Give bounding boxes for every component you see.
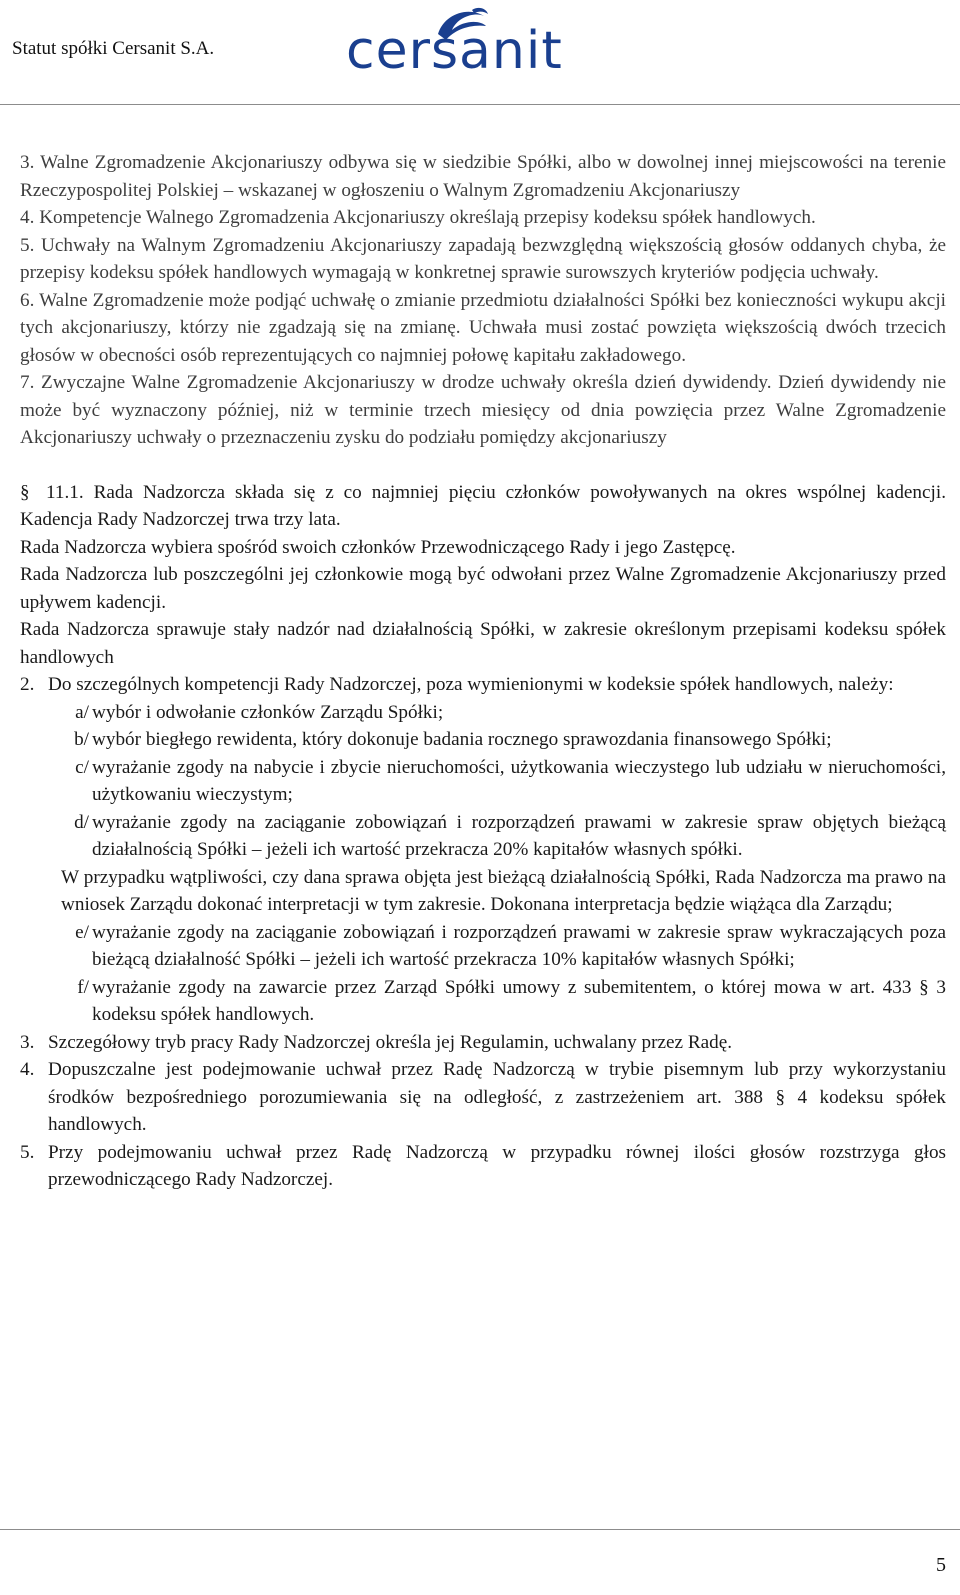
sub-item-b <box>61 726 946 754</box>
document-body <box>20 149 946 1194</box>
paragraph-3: 3. Walne Zgromadzenie Akcjonariuszy odbywa się w siedzibie Spółki, albo w dowolnej innej miejscowości na terenie Rzeczypospolitej Polskiej – wskazanej w ogłoszeniu o Walnym Zgromadzeniu Akcjonariuszy <box>20 152 946 201</box>
item-text: Do szczególnych kompetencji Rady Nadzorczej, poza wymienionymi w kodeksie spółek handlowych, należy: <box>48 674 894 695</box>
page-header <box>0 0 960 108</box>
section-11-paragraph-4: Rada Nadzorcza sprawuje stały nadzór nad działalnością Spółki, w zakresie określonym przepisami kodeksu spółek handlowych <box>20 619 946 668</box>
item-text: Dopuszczalne jest podejmowanie uchwał przez Radę Nadzorczą w trybie pisemnym lub przy wykorzystaniu środków bezpośredniego porozumiewania się na odległość, z zastrzeżeniem art. 388 § 4 kodeksu spółek handlowych. <box>48 1059 946 1135</box>
spacer <box>20 452 946 479</box>
section-sign: § <box>20 481 30 503</box>
sub-item-letter: e/ <box>75 921 89 943</box>
sub-item-e <box>61 919 946 974</box>
footer-divider <box>0 1529 960 1530</box>
sub-item-text: wyrażanie zgody na zaciąganie zobowiązań i rozporządzeń prawami w zakresie spraw objętych bieżącą działalnością Spółki – jeżeli ich wartość przekracza 20% kapitałów własnych spółki. <box>92 811 946 860</box>
sub-item-letter: a/ <box>75 701 89 723</box>
item-number: 5. <box>20 1141 35 1163</box>
sub-item-f <box>61 974 946 1029</box>
section-11-paragraph-3: Rada Nadzorcza lub poszczególni jej członkowie mogą być odwołani przez Walne Zgromadzenie Akcjonariuszy przed upływem kadencji. <box>20 564 946 613</box>
section-11-item-2 <box>20 671 946 699</box>
document-title: Statut spółki Cersanit S.A. <box>12 38 215 59</box>
sub-item-text: wyrażanie zgody na nabycie i zbycie nieruchomości, użytkowania wieczystego lub udziału w nieruchomości, użytkowaniu wieczystym; <box>92 756 946 805</box>
item-number: 3. <box>20 1031 35 1053</box>
svg-text:cersanit: cersanit <box>346 21 563 76</box>
sub-item-text: wyrażanie zgody na zaciąganie zobowiązań i rozporządzeń prawami w zakresie spraw wykraczających poza bieżącą działalność Spółki – jeżeli ich wartość przekracza 10% kapitałów własnych Spółki; <box>92 921 946 970</box>
sub-item-letter: d/ <box>74 811 89 833</box>
paragraph-4: 4. Kompetencje Walnego Zgromadzenia Akcjonariuszy określają przepisy kodeksu spółek handlowych. <box>20 207 816 228</box>
page-number: 5 <box>936 1554 946 1576</box>
section-11-item-5 <box>20 1139 946 1194</box>
section-11-paragraph-2: Rada Nadzorcza wybiera spośród swoich członków Przewodniczącego Rady i jego Zastępcę. <box>20 536 736 558</box>
paragraph-7: 7. Zwyczajne Walne Zgromadzenie Akcjonariuszy w drodze uchwały określa dzień dywidendy. Dzień dywidendy nie może być wyznaczony później, niż w terminie trzech miesięcy od dnia powzięcia przez Walne Zgromadzenie Akcjonariuszy uchwały o przeznaczeniu zysku do podziału pomiędzy akcjonariuszy <box>20 372 946 448</box>
sub-item-text: wybór biegłego rewidenta, który dokonuje badania rocznego sprawozdania finansowego Spółki; <box>92 729 832 750</box>
section-11-paragraph-1 <box>20 479 946 534</box>
interpretation-note: W przypadku wątpliwości, czy dana sprawa objęta jest bieżącą działalnością Spółki, Rada Nadzorcza ma prawo na wniosek Zarządu dokonać interpretacji w tym zakresie. Dokonana interpretacja będzie wiążąca dla Zarządu; <box>61 866 946 915</box>
item-text: Szczegółowy tryb pracy Rady Nadzorczej określa jej Regulamin, uchwalany przez Radę. <box>48 1031 733 1053</box>
cersanit-logo <box>346 4 586 76</box>
section-11-item-3 <box>20 1029 946 1057</box>
sub-item-d <box>61 809 946 864</box>
paragraph-5: 5. Uchwały na Walnym Zgromadzeniu Akcjonariuszy zapadają bezwzględną większością głosów oddanych chyba, że przepisy kodeksu spółek handlowych wymagają w konkretnej sprawie surowszych kryteriów podjęcia uchwały. <box>20 234 946 283</box>
paragraph-6: 6. Walne Zgromadzenie może podjąć uchwałę o zmianie przedmiotu działalności Spółki bez konieczności wykupu akcji tych akcjonariuszy, którzy nie zgadzają się na zmianę. Uchwała musi zostać powzięta większością dwóch trzecich głosów w obecności osób reprezentujących co najmniej połowę kapitału zakładowego. <box>20 289 946 366</box>
header-divider <box>0 104 960 105</box>
sub-item-c <box>61 754 946 809</box>
item-number: 4. <box>20 1059 35 1080</box>
section-11-text: 11.1. Rada Nadzorcza składa się z co najmniej pięciu członków powoływanych na okres wspólnej kadencji. Kadencja Rady Nadzorczej trwa trzy lata. <box>20 481 946 530</box>
sub-item-letter: f/ <box>77 976 89 998</box>
sub-item-text: wybór i odwołanie członków Zarządu Spółki; <box>92 701 444 723</box>
item-number: 2. <box>20 674 35 695</box>
section-11-item-4 <box>20 1056 946 1139</box>
sub-item-letter: c/ <box>75 756 89 778</box>
sub-item-a <box>61 699 946 727</box>
sub-item-text: wyrażanie zgody na zawarcie przez Zarząd Spółki umowy z subemitentem, o której mowa w art. 433 § 3 kodeksu spółek handlowych. <box>92 976 946 1025</box>
item-text: Przy podejmowaniu uchwał przez Radę Nadzorczą w przypadku równej ilości głosów rozstrzyga głos przewodniczącego Rady Nadzorczej. <box>48 1141 946 1190</box>
sub-item-letter: b/ <box>74 729 89 750</box>
